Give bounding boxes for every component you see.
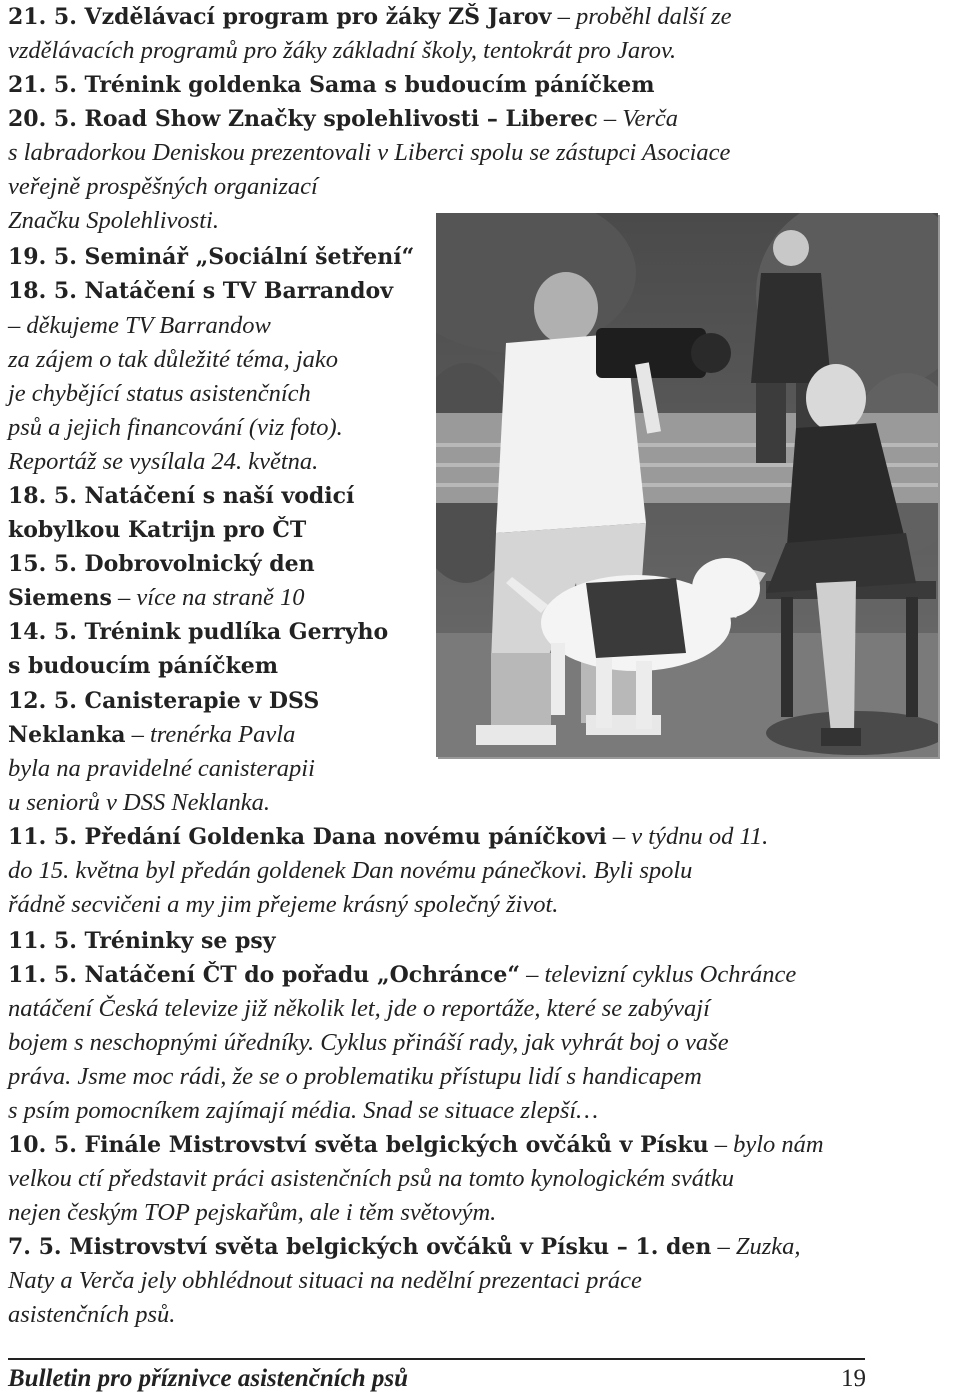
entry-text-line: do 15. května byl předán goldenek Dan novému pánečkovi. Byli spolu	[8, 857, 693, 884]
photo-illustration	[436, 213, 938, 757]
entry-heading: 7. 5. Mistrovství světa belgických ovčáků v Písku – 1. den	[8, 1234, 712, 1260]
entry-text-line: u seniorů v DSS Neklanka.	[8, 789, 270, 816]
entry-heading: 21. 5. Trénink goldenka Sama s budoucím páníčkem	[8, 72, 655, 98]
entry-text: Verča	[622, 105, 679, 132]
entry-heading: 11. 5. Tréninky se psy	[8, 928, 276, 954]
entry-text-line: byla na pravidelné canisterapii	[8, 755, 315, 782]
entry-text-line: bojem s neschopnými úředníky. Cyklus přináší rady, jak vyhrát boj o vaše	[8, 1029, 729, 1056]
entry-text: trenérka Pavla	[149, 721, 296, 748]
entry-heading: 14. 5. Trénink pudlíka Gerryho	[8, 619, 389, 645]
entry-text-line: – děkujeme TV Barrandow	[8, 312, 271, 339]
entry-separator: –	[597, 105, 623, 132]
footer-rule	[8, 1358, 865, 1360]
entry-text-line: Naty a Verča jely obhlédnout situaci na nedělní prezentaci práce	[8, 1267, 642, 1294]
entry-heading: s budoucím páníčkem	[8, 653, 279, 679]
entry-heading: 21. 5. Vzdělávací program pro žáky ZŠ Jarov	[8, 4, 552, 30]
entry-line	[8, 102, 678, 136]
entry-heading: 18. 5. Natáčení s naší vodicí	[8, 483, 355, 509]
entry-text-line: s psím pomocníkem zajímají média. Snad se situace zlepší…	[8, 1097, 598, 1124]
entry-separator: –	[606, 823, 632, 850]
entry-heading: 11. 5. Předání Goldenka Dana novému páníčkovi	[8, 824, 607, 850]
entry-text-line: Značku Spolehlivosti.	[8, 207, 219, 234]
entry-text: proběhl další ze	[575, 3, 732, 30]
entry-text-line: je chybějící status asistenčních	[8, 380, 311, 407]
entry-heading: 15. 5. Dobrovolnický den	[8, 551, 315, 577]
entry-line	[8, 1230, 801, 1264]
page-number: 19	[841, 1365, 866, 1392]
entry-heading: Neklanka	[8, 722, 126, 748]
entry-text-line: natáčení Česká televize již několik let, jde o reportáže, které se zabývají	[8, 995, 710, 1022]
entry-heading: 12. 5. Canisterapie v DSS	[8, 688, 320, 714]
entry-heading: 18. 5. Natáčení s TV Barrandov	[8, 278, 394, 304]
entry-heading: 10. 5. Finále Mistrovství světa belgických ovčáků v Písku	[8, 1132, 709, 1158]
entry-line	[8, 0, 732, 34]
entry-line	[8, 958, 796, 992]
entry-separator: –	[111, 584, 137, 611]
entry-line	[8, 581, 304, 615]
entry-text: více na straně 10	[136, 584, 305, 611]
entry-heading: Siemens	[8, 585, 112, 611]
entry-text-line: za zájem o tak důležité téma, jako	[8, 346, 339, 373]
entry-line	[8, 820, 768, 854]
entry-text-line: řádně secvičeni a my jim přejeme krásný společný život.	[8, 891, 559, 918]
entry-heading: 11. 5. Natáčení ČT do pořadu „Ochránce“	[8, 962, 521, 988]
entry-separator: –	[708, 1131, 734, 1158]
entry-separator: –	[551, 3, 576, 30]
entry-text-line: Reportáž se vysílala 24. května.	[8, 448, 319, 475]
entry-text-line: veřejně prospěšných organizací	[8, 173, 318, 200]
entry-heading: 19. 5. Seminář „Sociální šetření“	[8, 244, 415, 270]
entry-heading: kobylkou Katrijn pro ČT	[8, 517, 307, 543]
entry-heading: 20. 5. Road Show Značky spolehlivosti – Liberec	[8, 106, 598, 132]
entry-line	[8, 1128, 824, 1162]
footer-title: Bulletin pro příznivce asistenčních psů	[8, 1365, 409, 1392]
entry-text: televizní cyklus Ochránce	[544, 961, 797, 988]
entry-separator: –	[125, 721, 150, 748]
photo-tv-filming	[436, 213, 938, 757]
entry-text-line: velkou ctí představit práci asistenčních psů na tomto kynologickém svátku	[8, 1165, 734, 1192]
entry-text: v týdnu od 11.	[631, 823, 769, 850]
entry-text: Zuzka,	[735, 1233, 801, 1260]
entry-text-line: psů a jejich financování (viz foto).	[8, 414, 343, 441]
entry-text-line: s labradorkou Deniskou prezentovali v Liberci spolu se zástupci Asociace	[8, 139, 731, 166]
entry-text-line: práva. Jsme moc rádi, že se o problematiku přístupu lidí s handicapem	[8, 1063, 702, 1090]
entry-text-line: asistenčních psů.	[8, 1301, 176, 1328]
entry-text-line: vzdělávacích programů pro žáky základní školy, tentokrát pro Jarov.	[8, 37, 677, 64]
entry-text-line: nejen českým TOP pejskařům, ale i těm světovým.	[8, 1199, 497, 1226]
entry-line	[8, 718, 295, 752]
entry-separator: –	[520, 961, 545, 988]
entry-separator: –	[711, 1233, 736, 1260]
entry-text: bylo nám	[733, 1131, 824, 1158]
